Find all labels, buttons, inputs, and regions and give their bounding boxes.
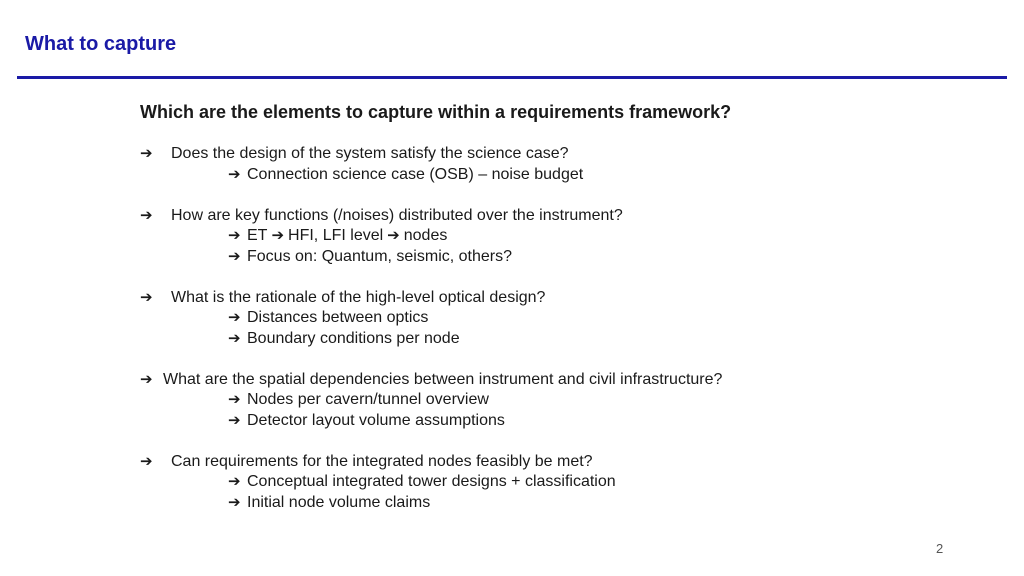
sub-item [140,226,1000,247]
arrow-right-icon: ➔ [228,309,241,326]
sub-item-text: Distances between optics [247,309,429,326]
sub-item-text: Detector layout volume assumptions [247,411,505,429]
arrow-right-icon: ➔ [228,473,241,490]
arrow-right-icon: ➔ [140,206,153,224]
sub-item [140,308,1000,329]
arrow-right-icon: ➔ [271,227,285,244]
arrow-right-icon: ➔ [387,227,400,244]
question-item [140,452,1000,473]
question-item [140,206,1000,227]
sub-chain-item: HFI, LFI level [288,227,384,244]
sub-chain-item: nodes [403,227,448,244]
arrow-right-icon: ➔ [228,165,241,183]
question-item [140,288,1000,309]
question-item [140,144,1000,165]
slide-title: What to capture [25,33,177,55]
arrow-right-icon: ➔ [228,493,241,511]
arrow-right-icon: ➔ [228,411,241,429]
sub-item-text: Conceptual integrated tower designs + classification [247,473,616,490]
arrow-right-icon: ➔ [228,391,241,408]
question-text: Does the design of the system satisfy the science case? [171,145,569,162]
arrow-right-icon: ➔ [140,288,153,306]
sub-item [140,390,1000,411]
sub-item [140,329,1000,350]
slide-content [140,100,1000,534]
arrow-right-icon: ➔ [140,370,153,388]
title-divider [17,76,1007,79]
question-text: What is the rationale of the high-level optical design? [171,288,546,306]
slide-heading: Which are the elements to capture within a requirements framework? [140,102,732,122]
question-block [140,144,1000,185]
arrow-right-icon: ➔ [140,145,153,162]
sub-item-text: Boundary conditions per node [247,329,460,347]
sub-item [140,472,1000,493]
arrow-right-icon: ➔ [140,452,153,470]
sub-item [140,247,1000,268]
question-text: What are the spatial dependencies between instrument and civil infrastructure? [163,370,723,388]
sub-item [140,493,1000,514]
sub-item-text: Nodes per cavern/tunnel overview [247,391,489,408]
page-number: 2 [936,541,944,556]
sub-item [140,165,1000,186]
sub-item-text: Focus on: Quantum, seismic, others? [247,247,512,265]
sub-item-text: Connection science case (OSB) – noise budget [247,165,584,183]
sub-item [140,411,1000,432]
question-block [140,206,1000,268]
question-text: Can requirements for the integrated nodes feasibly be met? [171,452,593,470]
arrow-right-icon: ➔ [228,247,241,265]
question-text: How are key functions (/noises) distributed over the instrument? [171,206,623,224]
sub-item-text: Initial node volume claims [247,493,431,511]
question-block [140,288,1000,350]
arrow-right-icon: ➔ [228,227,241,244]
question-block [140,452,1000,514]
question-item [140,370,1000,391]
question-block [140,370,1000,432]
arrow-right-icon: ➔ [228,329,241,347]
sub-chain-item: ET [247,227,268,244]
